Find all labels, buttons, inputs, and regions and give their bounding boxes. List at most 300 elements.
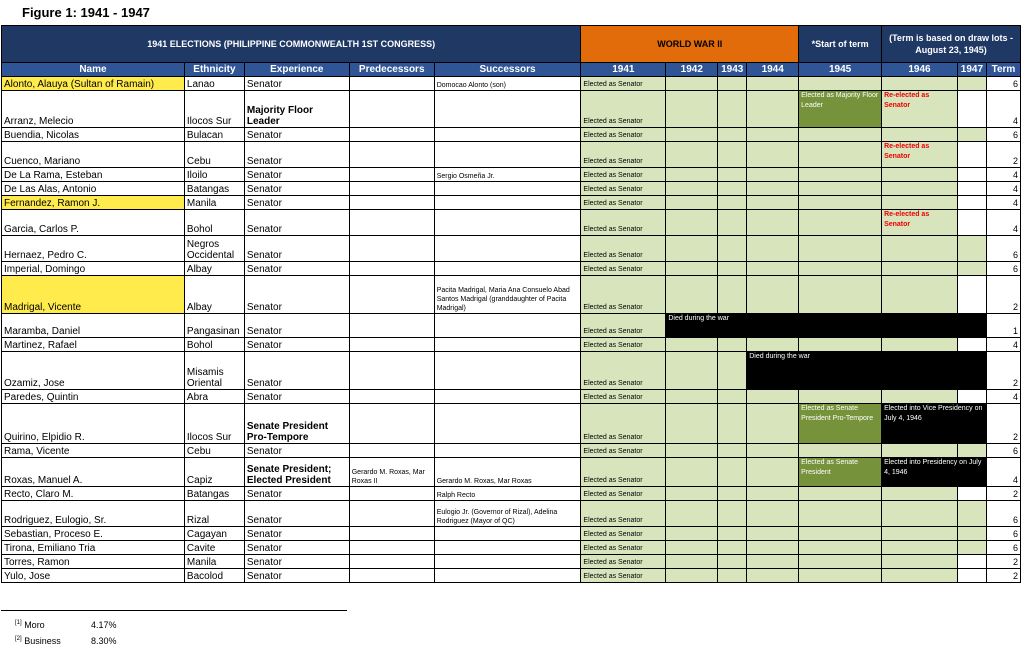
- year-1941-cell: Elected as Senator: [581, 569, 666, 583]
- senator-experience: Senator: [244, 487, 349, 501]
- year-1943-cell: [718, 91, 747, 128]
- year-1944-cell: [747, 210, 799, 236]
- senator-experience: Senator: [244, 390, 349, 404]
- senator-name: Sebastian, Proceso E.: [2, 527, 185, 541]
- year-1947-cell: [957, 527, 986, 541]
- year-1941-cell: Elected as Senator: [581, 182, 666, 196]
- year-1943-cell: [718, 338, 747, 352]
- year-1945-cell: [799, 142, 882, 168]
- senator-successors: [434, 196, 581, 210]
- table-row: [2, 390, 1021, 404]
- table-row: [2, 458, 1021, 487]
- year-1941-cell: Elected as Senator: [581, 541, 666, 555]
- senator-predecessors: [349, 128, 434, 142]
- senator-successors: [434, 262, 581, 276]
- senator-predecessors: [349, 314, 434, 338]
- year-1944-cell: [747, 262, 799, 276]
- senator-name: Arranz, Melecio: [2, 91, 185, 128]
- year-1942-cell: [666, 487, 718, 501]
- senator-predecessors: [349, 541, 434, 555]
- column-header: Predecessors: [349, 63, 434, 77]
- column-header: Ethnicity: [184, 63, 244, 77]
- year-1943-cell: [718, 501, 747, 527]
- year-1941-cell: Elected as Senator: [581, 352, 666, 390]
- year-1944-cell: [747, 404, 799, 444]
- table-row: [2, 262, 1021, 276]
- year-1945-cell: [799, 444, 882, 458]
- senator-experience: Senator: [244, 314, 349, 338]
- year-1944-cell: [747, 168, 799, 182]
- senator-experience: Senator: [244, 541, 349, 555]
- senator-predecessors: [349, 338, 434, 352]
- senator-province: Bohol: [184, 210, 244, 236]
- senator-province: Albay: [184, 276, 244, 314]
- senator-province: Batangas: [184, 487, 244, 501]
- year-1947-cell: [957, 541, 986, 555]
- year-1941-cell: Elected as Senator: [581, 276, 666, 314]
- senator-term: 4: [986, 168, 1020, 182]
- column-header-row: [2, 63, 1021, 77]
- year-1942-cell: [666, 390, 718, 404]
- senator-term: 4: [986, 458, 1020, 487]
- year-1944-cell: [747, 458, 799, 487]
- senator-successors: [434, 527, 581, 541]
- year-1944-cell: [747, 555, 799, 569]
- year-1943-cell: [718, 444, 747, 458]
- year-1941-cell: Elected as Senator: [581, 487, 666, 501]
- senator-term: 6: [986, 444, 1020, 458]
- year-1941-cell: Elected as Senator: [581, 210, 666, 236]
- senator-province: Bacolod: [184, 569, 244, 583]
- year-1946-cell: [882, 196, 958, 210]
- senator-successors: Eulogio Jr. (Governor of Rizal), Adelina Rodriguez (Mayor of QC): [434, 501, 581, 527]
- year-1942-cell: [666, 77, 718, 91]
- year-1942-cell: [666, 541, 718, 555]
- senator-predecessors: [349, 569, 434, 583]
- year-1946-cell: [882, 501, 958, 527]
- table-row: [2, 404, 1021, 444]
- senator-province: Misamis Oriental: [184, 352, 244, 390]
- senator-predecessors: [349, 390, 434, 404]
- year-1945-cell: [799, 262, 882, 276]
- senator-term: 6: [986, 501, 1020, 527]
- year-1947-cell: [957, 196, 986, 210]
- year-1944-cell: [747, 390, 799, 404]
- year-1944-cell: [747, 276, 799, 314]
- year-1943-cell: [718, 77, 747, 91]
- senator-term: 4: [986, 196, 1020, 210]
- year-1946-cell: [882, 390, 958, 404]
- senator-province: Bohol: [184, 338, 244, 352]
- year-1944-cell: [747, 338, 799, 352]
- year-1945-cell: [799, 501, 882, 527]
- year-1943-cell: [718, 555, 747, 569]
- year-1946-cell: [882, 276, 958, 314]
- senator-experience: Senator: [244, 210, 349, 236]
- senator-name: Hernaez, Pedro C.: [2, 236, 185, 262]
- year-1943-cell: [718, 128, 747, 142]
- senator-successors: [434, 210, 581, 236]
- year-1943-cell: [718, 196, 747, 210]
- year-1942-cell: [666, 569, 718, 583]
- year-1945-cell: [799, 210, 882, 236]
- year-1941-cell: Elected as Senator: [581, 168, 666, 182]
- senator-name: Rama, Vicente: [2, 444, 185, 458]
- year-1943-cell: [718, 210, 747, 236]
- table-row: [2, 487, 1021, 501]
- senator-experience: Senator: [244, 276, 349, 314]
- year-1943-cell: [718, 352, 747, 390]
- year-1946-cell: [882, 527, 958, 541]
- year-1941-cell: Elected as Senator: [581, 314, 666, 338]
- senator-predecessors: [349, 77, 434, 91]
- senator-term: 4: [986, 390, 1020, 404]
- senator-successors: Gerardo M. Roxas, Mar Roxas: [434, 458, 581, 487]
- figure-title: Figure 1: 1941 - 1947: [22, 5, 150, 20]
- senator-province: Cebu: [184, 444, 244, 458]
- footnote-2-value: 8.30%: [91, 636, 117, 646]
- column-header: 1943: [718, 63, 747, 77]
- year-1942-cell: [666, 128, 718, 142]
- senator-predecessors: [349, 501, 434, 527]
- senator-province: Capiz: [184, 458, 244, 487]
- senator-predecessors: [349, 487, 434, 501]
- year-1944-cell: [747, 541, 799, 555]
- year-1946-cell: [882, 77, 958, 91]
- senator-experience: Senate President; Elected President: [244, 458, 349, 487]
- year-1942-cell: [666, 527, 718, 541]
- senator-name: Cuenco, Mariano: [2, 142, 185, 168]
- world-war-header: WORLD WAR II: [581, 26, 799, 63]
- senator-predecessors: [349, 527, 434, 541]
- senator-province: Iloilo: [184, 168, 244, 182]
- senator-successors: [434, 128, 581, 142]
- year-1943-cell: [718, 182, 747, 196]
- year-1944-cell: [747, 77, 799, 91]
- column-header: 1946: [882, 63, 958, 77]
- senator-name: Tirona, Emiliano Tria: [2, 541, 185, 555]
- senator-province: Cagayan: [184, 527, 244, 541]
- year-1943-cell: [718, 487, 747, 501]
- year-1946-event: Re-elected as Senator: [882, 142, 958, 168]
- table-row: [2, 276, 1021, 314]
- senator-name: Paredes, Quintin: [2, 390, 185, 404]
- year-1947-cell: [957, 168, 986, 182]
- year-1947-cell: [957, 210, 986, 236]
- year-1947-cell: [957, 128, 986, 142]
- footnote-2: [15, 636, 117, 646]
- year-1943-cell: [718, 458, 747, 487]
- year-1943-cell: [718, 236, 747, 262]
- year-1947-cell: [957, 555, 986, 569]
- senator-province: Pangasinan: [184, 314, 244, 338]
- senator-term: 2: [986, 142, 1020, 168]
- senator-predecessors: [349, 352, 434, 390]
- year-1946-cell: [882, 487, 958, 501]
- senator-term: 6: [986, 236, 1020, 262]
- senator-term: 6: [986, 128, 1020, 142]
- senator-experience: Senate President Pro-Tempore: [244, 404, 349, 444]
- senator-name: Torres, Ramon: [2, 555, 185, 569]
- year-1943-cell: [718, 569, 747, 583]
- year-1944-cell: [747, 91, 799, 128]
- senator-successors: [434, 142, 581, 168]
- senator-successors: Domocao Alonto (son): [434, 77, 581, 91]
- table-row: [2, 236, 1021, 262]
- year-1944-cell: [747, 182, 799, 196]
- year-1947-cell: [957, 569, 986, 583]
- year-1941-cell: Elected as Senator: [581, 91, 666, 128]
- year-1942-cell: [666, 182, 718, 196]
- senator-term: 6: [986, 527, 1020, 541]
- senator-successors: [434, 444, 581, 458]
- column-header: 1942: [666, 63, 718, 77]
- column-header: Term: [986, 63, 1020, 77]
- table-row: [2, 77, 1021, 91]
- senator-term: 2: [986, 555, 1020, 569]
- year-1941-cell: Elected as Senator: [581, 390, 666, 404]
- senator-successors: [434, 541, 581, 555]
- senator-predecessors: [349, 91, 434, 128]
- year-1945-cell: [799, 338, 882, 352]
- senator-successors: [434, 314, 581, 338]
- table-row: [2, 444, 1021, 458]
- senator-province: Cebu: [184, 142, 244, 168]
- senator-predecessors: [349, 196, 434, 210]
- table-body: [2, 77, 1021, 583]
- senator-experience: Senator: [244, 555, 349, 569]
- senator-predecessors: [349, 262, 434, 276]
- year-1944-cell: [747, 236, 799, 262]
- year-1946-event: Re-elected as Senator: [882, 210, 958, 236]
- year-1944-cell: [747, 196, 799, 210]
- senator-successors: [434, 236, 581, 262]
- senator-name: Buendia, Nicolas: [2, 128, 185, 142]
- year-1946-cell: [882, 236, 958, 262]
- died-during-war-bar: Died during the war: [666, 314, 987, 338]
- year-1942-cell: [666, 501, 718, 527]
- year-1946-event: Elected into Presidency on July 4, 1946: [882, 458, 987, 487]
- senator-name: Imperial, Domingo: [2, 262, 185, 276]
- column-header: 1947: [957, 63, 986, 77]
- table-row: [2, 314, 1021, 338]
- senator-term: 2: [986, 569, 1020, 583]
- senator-term: 4: [986, 182, 1020, 196]
- column-header: 1944: [747, 63, 799, 77]
- year-1943-cell: [718, 541, 747, 555]
- year-1947-cell: [957, 444, 986, 458]
- year-1945-event: Elected as Senate President: [799, 458, 882, 487]
- elections-header: 1941 ELECTIONS (PHILIPPINE COMMONWEALTH 1ST CONGRESS): [2, 26, 581, 63]
- senator-predecessors: [349, 142, 434, 168]
- senator-province: Ilocos Sur: [184, 91, 244, 128]
- senator-province: Albay: [184, 262, 244, 276]
- year-1945-event: Elected as Senate President Pro-Tempore: [799, 404, 882, 444]
- senator-term: 4: [986, 210, 1020, 236]
- senator-experience: Senator: [244, 527, 349, 541]
- year-1945-cell: [799, 196, 882, 210]
- year-1947-cell: [957, 236, 986, 262]
- senator-experience: Majority Floor Leader: [244, 91, 349, 128]
- senators-table: [1, 25, 1021, 583]
- year-1944-cell: [747, 444, 799, 458]
- year-1941-cell: Elected as Senator: [581, 444, 666, 458]
- column-header: Successors: [434, 63, 581, 77]
- year-1946-event: Elected into Vice Presidency on July 4, 1946: [882, 404, 987, 444]
- table-row: [2, 555, 1021, 569]
- year-1942-cell: [666, 338, 718, 352]
- year-1941-cell: Elected as Senator: [581, 128, 666, 142]
- year-1945-cell: [799, 182, 882, 196]
- senator-term: 2: [986, 276, 1020, 314]
- senator-experience: Senator: [244, 444, 349, 458]
- year-1943-cell: [718, 527, 747, 541]
- footnote-2-mark: [2]: [15, 636, 22, 642]
- senator-province: Negros Occidental: [184, 236, 244, 262]
- year-1942-cell: [666, 444, 718, 458]
- year-1945-cell: [799, 276, 882, 314]
- table-row: [2, 182, 1021, 196]
- senator-name: Rodriguez, Eulogio, Sr.: [2, 501, 185, 527]
- senator-experience: Senator: [244, 236, 349, 262]
- year-1941-cell: Elected as Senator: [581, 196, 666, 210]
- senator-experience: Senator: [244, 182, 349, 196]
- year-1945-cell: [799, 541, 882, 555]
- senator-term: 2: [986, 404, 1020, 444]
- table-row: [2, 168, 1021, 182]
- died-during-war-bar: Died during the war: [747, 352, 987, 390]
- year-1942-cell: [666, 142, 718, 168]
- senator-experience: Senator: [244, 338, 349, 352]
- senator-province: Batangas: [184, 182, 244, 196]
- senator-experience: Senator: [244, 501, 349, 527]
- senator-experience: Senator: [244, 196, 349, 210]
- year-1943-cell: [718, 262, 747, 276]
- senator-experience: Senator: [244, 77, 349, 91]
- senator-experience: Senator: [244, 142, 349, 168]
- senator-name: Roxas, Manuel A.: [2, 458, 185, 487]
- year-1943-cell: [718, 276, 747, 314]
- footnote-1: [15, 620, 117, 630]
- year-1945-cell: [799, 77, 882, 91]
- table-row: [2, 210, 1021, 236]
- senator-predecessors: [349, 276, 434, 314]
- senator-successors: [434, 404, 581, 444]
- senator-successors: Sergio Osmeña Jr.: [434, 168, 581, 182]
- year-1947-cell: [957, 276, 986, 314]
- year-1941-cell: Elected as Senator: [581, 77, 666, 91]
- senator-term: 1: [986, 314, 1020, 338]
- senator-predecessors: [349, 236, 434, 262]
- year-1947-cell: [957, 91, 986, 128]
- senator-term: 2: [986, 352, 1020, 390]
- table-row: [2, 142, 1021, 168]
- table-row: [2, 569, 1021, 583]
- year-1942-cell: [666, 404, 718, 444]
- footnote-1-label: Moro: [24, 620, 45, 630]
- year-1941-cell: Elected as Senator: [581, 501, 666, 527]
- table-row: [2, 527, 1021, 541]
- senator-predecessors: [349, 404, 434, 444]
- senator-experience: Senator: [244, 128, 349, 142]
- year-1946-cell: [882, 168, 958, 182]
- senator-name: Yulo, Jose: [2, 569, 185, 583]
- senator-predecessors: [349, 182, 434, 196]
- year-1941-cell: Elected as Senator: [581, 527, 666, 541]
- year-1942-cell: [666, 555, 718, 569]
- senator-province: Abra: [184, 390, 244, 404]
- senator-province: Manila: [184, 196, 244, 210]
- year-1945-cell: [799, 128, 882, 142]
- year-1946-cell: [882, 569, 958, 583]
- year-1944-cell: [747, 128, 799, 142]
- year-1942-cell: [666, 168, 718, 182]
- start-of-term-header: *Start of term: [799, 26, 882, 63]
- senator-successors: [434, 569, 581, 583]
- table-row: [2, 541, 1021, 555]
- senator-name: Fernandez, Ramon J.: [2, 196, 185, 210]
- year-1945-cell: [799, 527, 882, 541]
- senator-experience: Senator: [244, 569, 349, 583]
- senator-successors: Ralph Recto: [434, 487, 581, 501]
- year-1946-event: Re-elected as Senator: [882, 91, 958, 128]
- year-1942-cell: [666, 196, 718, 210]
- column-header: Experience: [244, 63, 349, 77]
- year-1945-cell: [799, 390, 882, 404]
- year-1944-cell: [747, 527, 799, 541]
- year-1947-cell: [957, 77, 986, 91]
- year-1941-cell: Elected as Senator: [581, 338, 666, 352]
- senator-name: Martinez, Rafael: [2, 338, 185, 352]
- senator-predecessors: Gerardo M. Roxas, Mar Roxas II: [349, 458, 434, 487]
- senator-province: Ilocos Sur: [184, 404, 244, 444]
- year-1942-cell: [666, 91, 718, 128]
- year-1941-cell: Elected as Senator: [581, 458, 666, 487]
- senator-term: 4: [986, 338, 1020, 352]
- senator-name: Alonto, Alauya (Sultan of Ramain): [2, 77, 185, 91]
- year-1943-cell: [718, 142, 747, 168]
- year-1946-cell: [882, 182, 958, 196]
- year-1947-cell: [957, 487, 986, 501]
- senator-predecessors: [349, 168, 434, 182]
- year-1945-cell: [799, 236, 882, 262]
- year-1943-cell: [718, 168, 747, 182]
- senator-name: Ozamiz, Jose: [2, 352, 185, 390]
- column-header: 1945: [799, 63, 882, 77]
- year-1945-event: Elected as Majority Floor Leader: [799, 91, 882, 128]
- senator-predecessors: [349, 210, 434, 236]
- year-1947-cell: [957, 501, 986, 527]
- senator-successors: [434, 91, 581, 128]
- senator-province: Rizal: [184, 501, 244, 527]
- notes-divider: [1, 610, 347, 611]
- year-1946-cell: [882, 444, 958, 458]
- footnote-1-mark: [1]: [15, 620, 22, 626]
- senator-name: De La Rama, Esteban: [2, 168, 185, 182]
- year-1947-cell: [957, 390, 986, 404]
- senator-province: Cavite: [184, 541, 244, 555]
- year-1941-cell: Elected as Senator: [581, 262, 666, 276]
- senator-name: Garcia, Carlos P.: [2, 210, 185, 236]
- senator-term: 6: [986, 77, 1020, 91]
- header-row-top: [2, 26, 1021, 63]
- year-1947-cell: [957, 338, 986, 352]
- year-1947-cell: [957, 142, 986, 168]
- year-1945-cell: [799, 569, 882, 583]
- year-1946-cell: [882, 128, 958, 142]
- senator-experience: Senator: [244, 262, 349, 276]
- table-row: [2, 501, 1021, 527]
